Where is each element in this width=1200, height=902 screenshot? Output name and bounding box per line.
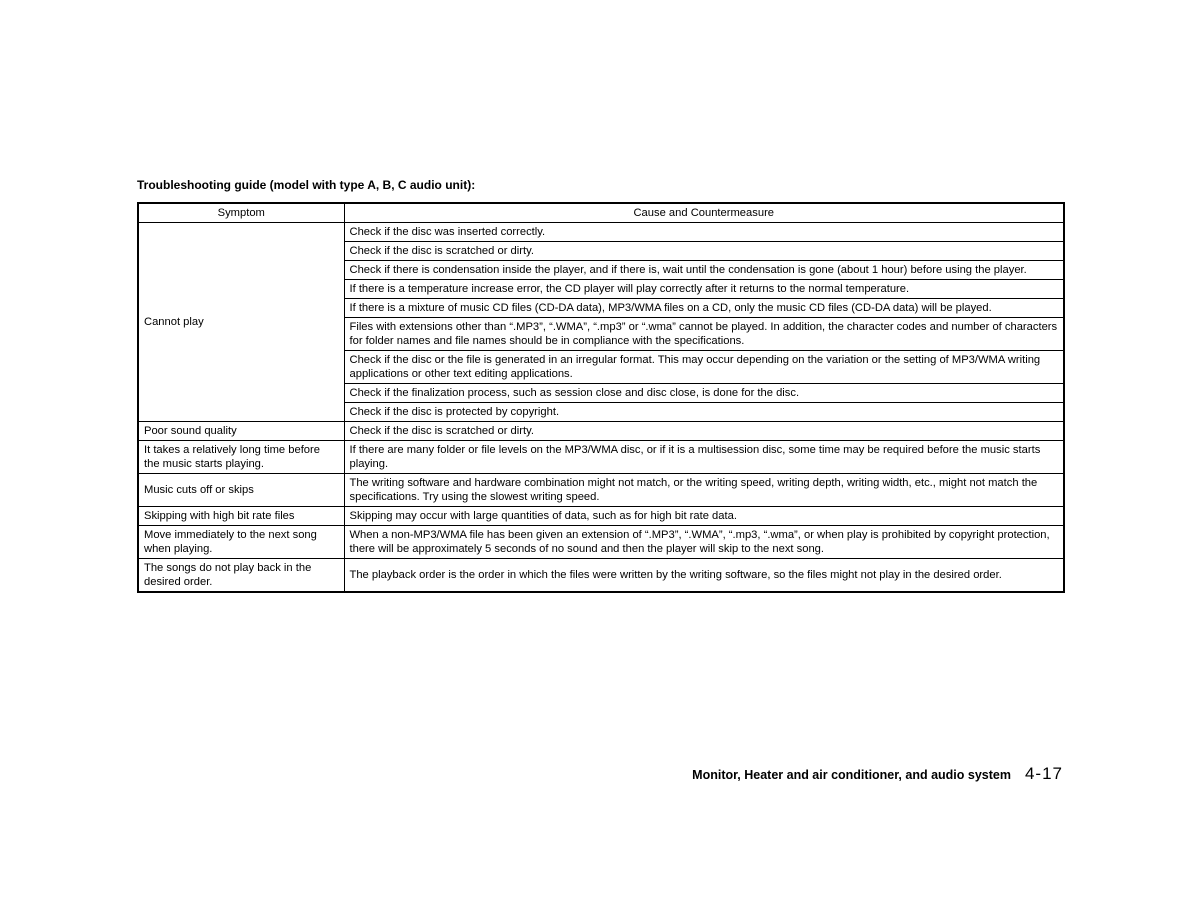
symptom-cell: Cannot play: [138, 223, 344, 422]
page-footer: [692, 764, 1063, 784]
section-title: Troubleshooting guide (model with type A, B, C audio unit):: [137, 178, 476, 192]
cause-cell: Check if there is condensation inside the player, and if there is, wait until the condensation is gone (about 1 hour) before using the player.: [344, 261, 1064, 280]
table-row: [138, 474, 1064, 507]
cause-cell: If there are many folder or file levels on the MP3/WMA disc, or if it is a multisession disc, some time may be required before the music starts playing.: [344, 441, 1064, 474]
troubleshooting-table: [137, 202, 1065, 593]
table-row: [138, 422, 1064, 441]
page-number: 4-17: [1024, 764, 1063, 783]
header-cause-countermeasure: Cause and Countermeasure: [344, 203, 1064, 223]
symptom-cell: Poor sound quality: [138, 422, 344, 441]
cause-cell: When a non-MP3/WMA file has been given an extension of “.MP3”, “.WMA”, “.mp3, “.wma”, or when play is prohibited by copyright protection, there will be approximately 5 seconds of no sound and then the player will skip to the next song.: [344, 526, 1064, 559]
cause-cell: Files with extensions other than “.MP3”, “.WMA”, “.mp3” or “.wma” cannot be played. In addition, the character codes and number of characters for folder names and file names should be in compliance with the specifications.: [344, 318, 1064, 351]
table-row: [138, 526, 1064, 559]
table-row: [138, 559, 1064, 593]
cause-cell: If there is a mixture of music CD files (CD-DA data), MP3/WMA files on a CD, only the music CD files (CD-DA data) will be played.: [344, 299, 1064, 318]
symptom-cell: Move immediately to the next song when playing.: [138, 526, 344, 559]
symptom-cell: The songs do not play back in the desired order.: [138, 559, 344, 593]
cause-cell: Check if the disc is protected by copyright.: [344, 403, 1064, 422]
cause-cell: Check if the disc was inserted correctly.: [344, 223, 1064, 242]
cause-cell: Skipping may occur with large quantities of data, such as for high bit rate data.: [344, 507, 1064, 526]
cause-cell: If there is a temperature increase error, the CD player will play correctly after it returns to the normal temperature.: [344, 280, 1064, 299]
symptom-cell: Skipping with high bit rate files: [138, 507, 344, 526]
troubleshooting-table-container: [137, 202, 1063, 593]
symptom-cell: Music cuts off or skips: [138, 474, 344, 507]
table-row: [138, 441, 1064, 474]
footer-section-name: Monitor, Heater and air conditioner, and audio system: [692, 768, 1011, 782]
cause-cell: Check if the disc is scratched or dirty.: [344, 422, 1064, 441]
table-header-row: [138, 203, 1064, 223]
table-row: [138, 223, 1064, 242]
cause-cell: Check if the finalization process, such as session close and disc close, is done for the disc.: [344, 384, 1064, 403]
header-symptom: Symptom: [138, 203, 344, 223]
cause-cell: The writing software and hardware combination might not match, or the writing speed, writing depth, writing width, etc., might not match the specifications. Try using the slowest writing speed.: [344, 474, 1064, 507]
cause-cell: Check if the disc or the file is generated in an irregular format. This may occur depending on the variation or the setting of MP3/WMA writing applications or other text editing applications.: [344, 351, 1064, 384]
symptom-cell: It takes a relatively long time before the music starts playing.: [138, 441, 344, 474]
cause-cell: The playback order is the order in which the files were written by the writing software, so the files might not play in the desired order.: [344, 559, 1064, 593]
cause-cell: Check if the disc is scratched or dirty.: [344, 242, 1064, 261]
table-row: [138, 507, 1064, 526]
